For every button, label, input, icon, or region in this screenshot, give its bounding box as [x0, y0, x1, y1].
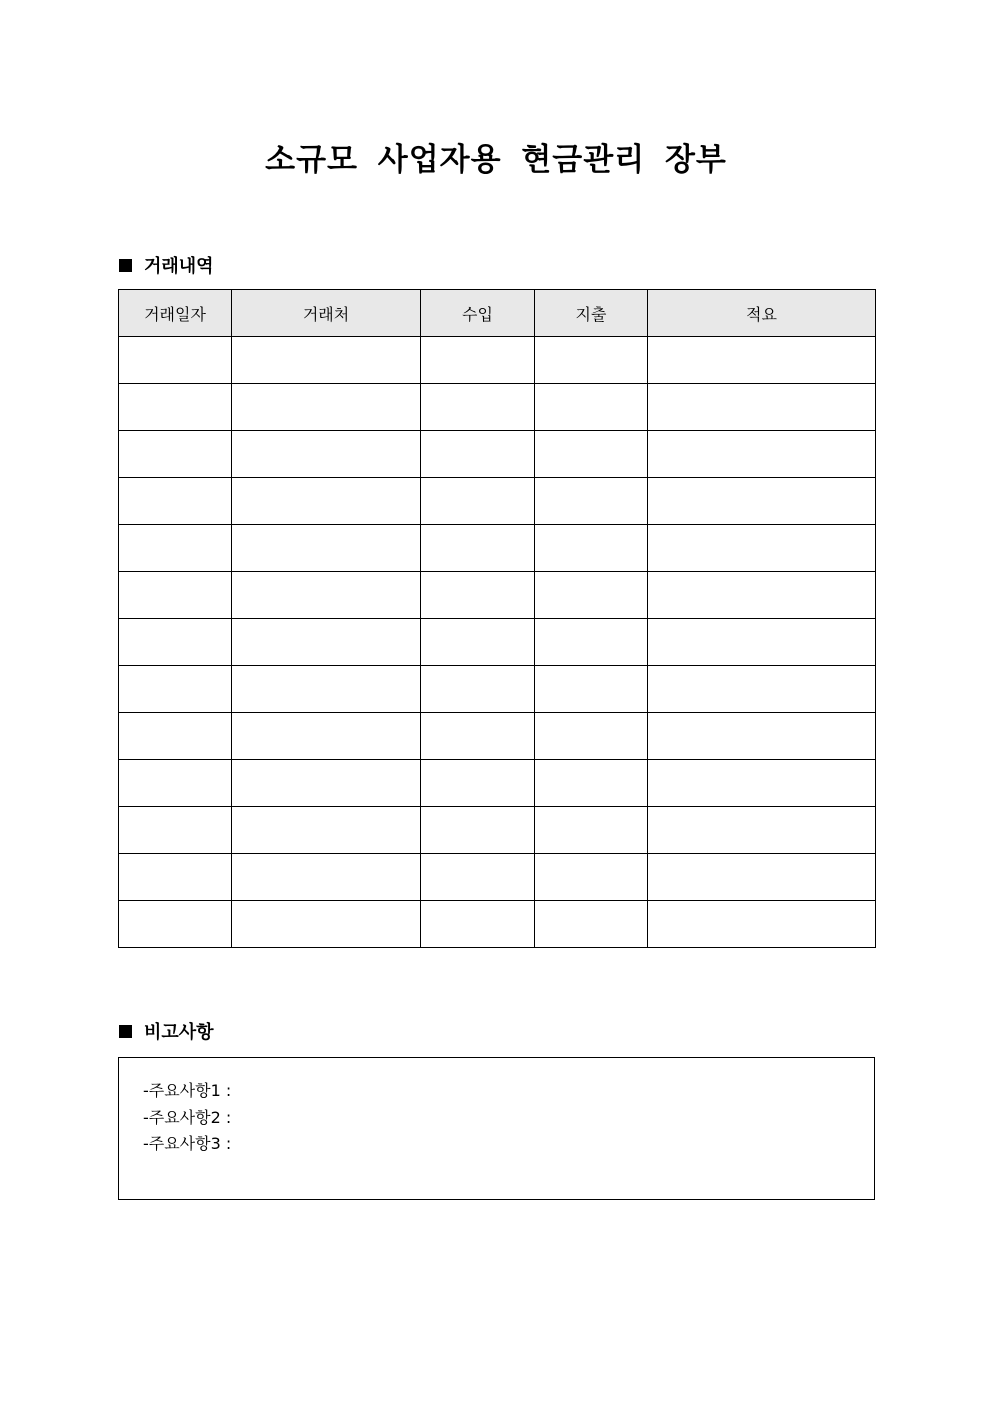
table-cell-income[interactable]: [421, 760, 535, 807]
table-row: [119, 384, 876, 431]
table-cell-date[interactable]: [119, 619, 232, 666]
table-cell-counterparty[interactable]: [232, 478, 421, 525]
remarks-list: [143, 1078, 231, 1158]
table-cell-date[interactable]: [119, 572, 232, 619]
page-title: 소규모 사업자용 현금관리 장부: [265, 142, 727, 178]
table-cell-expense[interactable]: [535, 384, 648, 431]
table-cell-expense[interactable]: [535, 619, 648, 666]
table-cell-date[interactable]: [119, 431, 232, 478]
table-cell-date[interactable]: [119, 901, 232, 948]
table-row: [119, 760, 876, 807]
table-cell-date[interactable]: [119, 854, 232, 901]
table-row: [119, 854, 876, 901]
table-cell-expense[interactable]: [535, 478, 648, 525]
transactions-heading-label: 거래내역: [144, 256, 214, 277]
table-cell-counterparty[interactable]: [232, 901, 421, 948]
remarks-heading-label: 비고사항: [144, 1022, 214, 1043]
table-cell-income[interactable]: [421, 384, 535, 431]
table-cell-description[interactable]: [648, 854, 876, 901]
table-cell-description[interactable]: [648, 807, 876, 854]
table-cell-expense[interactable]: [535, 854, 648, 901]
table-row: [119, 807, 876, 854]
remarks-item: -주요사항3 :: [143, 1134, 232, 1153]
column-header-expense: 지출: [535, 290, 648, 337]
table-cell-counterparty[interactable]: [232, 854, 421, 901]
remarks-heading: [119, 1019, 214, 1043]
table-row: [119, 666, 876, 713]
table-cell-counterparty[interactable]: [232, 572, 421, 619]
table-cell-expense[interactable]: [535, 572, 648, 619]
table-cell-date[interactable]: [119, 807, 232, 854]
table-cell-income[interactable]: [421, 572, 535, 619]
table-cell-expense[interactable]: [535, 337, 648, 384]
table-cell-income[interactable]: [421, 619, 535, 666]
table-cell-expense[interactable]: [535, 807, 648, 854]
table-cell-income[interactable]: [421, 525, 535, 572]
remarks-item: -주요사항1 :: [143, 1081, 232, 1100]
table-cell-date[interactable]: [119, 713, 232, 760]
table-cell-counterparty[interactable]: [232, 384, 421, 431]
column-header-counterparty: 거래처: [232, 290, 421, 337]
table-cell-counterparty[interactable]: [232, 431, 421, 478]
table-cell-description[interactable]: [648, 901, 876, 948]
table-cell-description[interactable]: [648, 666, 876, 713]
table-cell-income[interactable]: [421, 854, 535, 901]
table-cell-date[interactable]: [119, 525, 232, 572]
table-cell-expense[interactable]: [535, 713, 648, 760]
table-cell-description[interactable]: [648, 572, 876, 619]
table-row: [119, 478, 876, 525]
transactions-table: [118, 289, 876, 948]
table-cell-expense[interactable]: [535, 431, 648, 478]
table-cell-counterparty[interactable]: [232, 760, 421, 807]
table-cell-income[interactable]: [421, 478, 535, 525]
table-cell-description[interactable]: [648, 525, 876, 572]
table-cell-expense[interactable]: [535, 525, 648, 572]
table-cell-counterparty[interactable]: [232, 713, 421, 760]
table-cell-income[interactable]: [421, 431, 535, 478]
table-cell-description[interactable]: [648, 713, 876, 760]
square-bullet-icon: [119, 259, 132, 272]
table-row: [119, 337, 876, 384]
table-cell-income[interactable]: [421, 666, 535, 713]
table-cell-income[interactable]: [421, 713, 535, 760]
table-row: [119, 619, 876, 666]
column-header-description: 적요: [648, 290, 876, 337]
table-cell-date[interactable]: [119, 760, 232, 807]
table-cell-expense[interactable]: [535, 666, 648, 713]
table-cell-counterparty[interactable]: [232, 525, 421, 572]
table-cell-date[interactable]: [119, 337, 232, 384]
table-header-row: [119, 290, 876, 337]
table-cell-description[interactable]: [648, 619, 876, 666]
transactions-heading: [119, 253, 214, 277]
table-cell-counterparty[interactable]: [232, 619, 421, 666]
column-header-income: 수입: [421, 290, 535, 337]
table-cell-income[interactable]: [421, 901, 535, 948]
column-header-date: 거래일자: [119, 290, 232, 337]
table-cell-expense[interactable]: [535, 760, 648, 807]
table-cell-counterparty[interactable]: [232, 807, 421, 854]
table-cell-counterparty[interactable]: [232, 337, 421, 384]
table-row: [119, 525, 876, 572]
table-cell-date[interactable]: [119, 384, 232, 431]
table-cell-expense[interactable]: [535, 901, 648, 948]
table-cell-date[interactable]: [119, 666, 232, 713]
table-row: [119, 431, 876, 478]
table-cell-counterparty[interactable]: [232, 666, 421, 713]
table-cell-description[interactable]: [648, 760, 876, 807]
table-row: [119, 713, 876, 760]
table-cell-description[interactable]: [648, 384, 876, 431]
table-row: [119, 901, 876, 948]
table-cell-income[interactable]: [421, 807, 535, 854]
square-bullet-icon: [119, 1025, 132, 1038]
table-cell-description[interactable]: [648, 337, 876, 384]
table-cell-date[interactable]: [119, 478, 232, 525]
remarks-item: -주요사항2 :: [143, 1107, 232, 1127]
table-cell-description[interactable]: [648, 431, 876, 478]
remarks-box: [118, 1057, 875, 1200]
table-row: [119, 572, 876, 619]
table-cell-income[interactable]: [421, 337, 535, 384]
table-cell-description[interactable]: [648, 478, 876, 525]
